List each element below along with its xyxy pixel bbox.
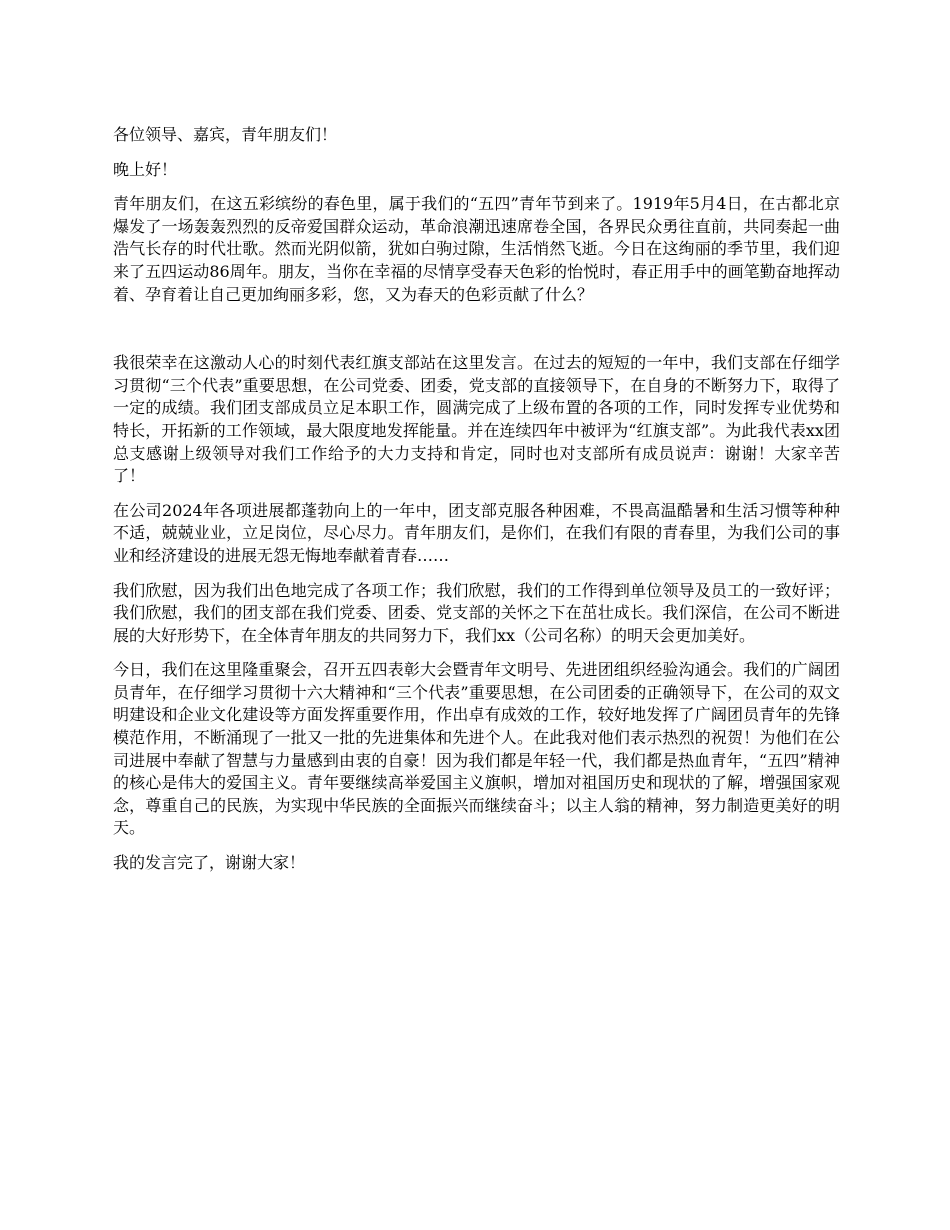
document-page <box>113 124 840 887</box>
closing-paragraph: 我的发言完了，谢谢大家！ <box>113 853 306 873</box>
gratification-paragraph: 我们欣慰，因为我们出色地完成了各项工作；我们欣慰，我们的工作得到单位领导及员工的一致好评；我们欣慰，我们的团支部在我们党委、团委、党支部的关怀之下在茁壮成长。我们深信，在公司不断进展的大好形势下，在全体青年朋友的共同努力下，我们xx（公司名称）的明天会更加美好。 <box>113 580 840 645</box>
intro-paragraph: 青年朋友们，在这五彩缤纷的春色里，属于我们的“五四”青年节到来了。1919年5月4日，在古都北京爆发了一场轰轰烈烈的反帝爱国群众运动，革命浪潮迅速席卷全国，各界民众勇往直前，共同奏起一曲浩气长存的时代壮歌。然而光阴似箭，犹如白驹过隙，生活悄然飞逝。今日在这绚丽的季节里，我们迎来了五四运动86周年。朋友，当你在幸福的尽情享受春天色彩的怡悦时，春正用手中的画笔勤奋地挥动着、孕育着让自己更加绚丽多彩，您，又为春天的色彩贡献了什么？ <box>113 194 840 304</box>
gathering-paragraph: 今日，我们在这里隆重聚会，召开五四表彰大会暨青年文明号、先进团组织经验沟通会。我们的广阔团员青年，在仔细学习贯彻十六大精神和“三个代表”重要思想，在公司团委的正确领导下，在公司的双文明建设和企业文化建设等方面发挥重要作用，作出卓有成效的工作，较好地发挥了广阔团员青年的先锋模范作用，不断涌现了一批又一批的先进集体和先进个人。在此我对他们表示热烈的祝贺！为他们在公司进展中奉献了智慧与力量感到由衷的自豪！因为我们都是年轻一代，我们都是热血青年，“五四”精神的核心是伟大的爱国主义。青年要继续高举爱国主义旗帜，增加对祖国历史和现状的了解，增强国家观念，尊重自己的民族，为实现中华民族的全面振兴而继续奋斗；以主人翁的精神，努力制造更美好的明天。 <box>113 660 840 838</box>
greeting-paragraph: 各位领导、嘉宾，青年朋友们！ <box>113 125 338 144</box>
honor-paragraph: 我很荣幸在这激动人心的时刻代表红旗支部站在这里发言。在过去的短短的一年中，我们支部在仔细学习贯彻“三个代表”重要思想，在公司党委、团委，党支部的直接领导下，在自身的不断努力下，取得了一定的成绩。我们团支部成员立足本职工作，圆满完成了上级布置的各项的工作，同时发挥专业优势和特长，开拓新的工作领域，最大限度地发挥能量。并在连续四年中被评为“红旗支部”。为此我代表xx团总支感谢上级领导对我们工作给予的大力支持和肯定，同时也对支部所有成员说声：谢谢！大家辛苦了！ <box>113 353 840 486</box>
progress-paragraph: 在公司2024年各项进展都蓬勃向上的一年中，团支部克服各种困难，不畏高温酷暑和生活习惯等种种不适，兢兢业业，立足岗位，尽心尽力。青年朋友们，是你们，在我们有限的青春里，为我们公司的事业和经济建设的进展无怨无悔地奉献着青春…… <box>113 500 840 565</box>
salutation-paragraph: 晚上好！ <box>113 159 178 179</box>
